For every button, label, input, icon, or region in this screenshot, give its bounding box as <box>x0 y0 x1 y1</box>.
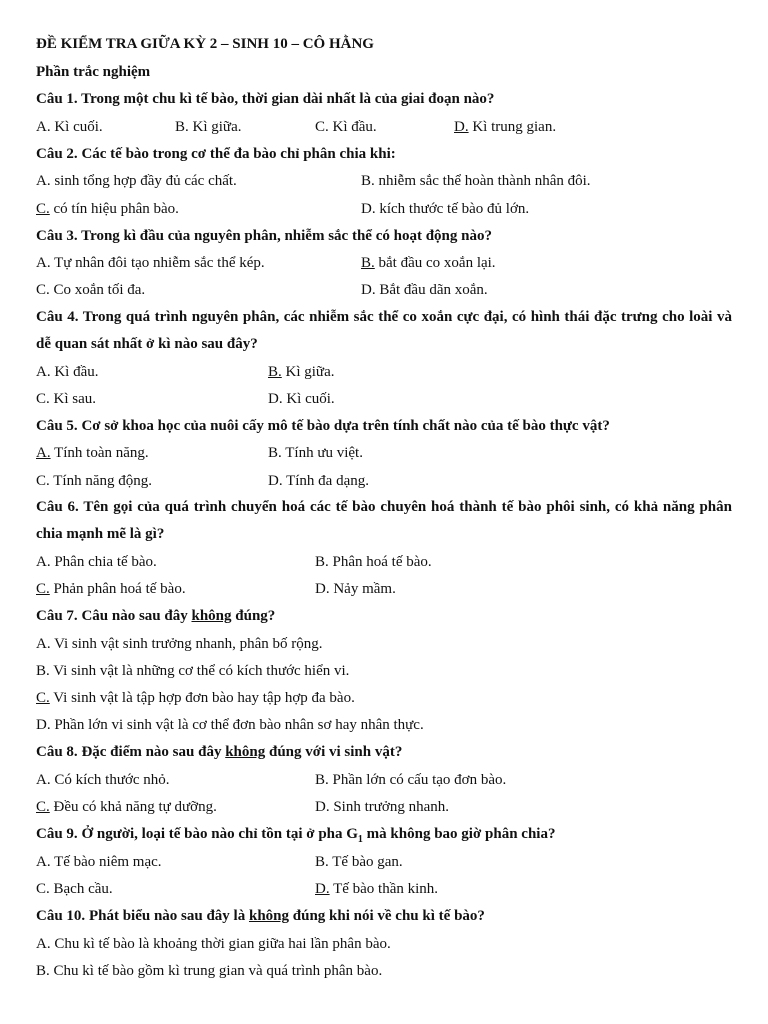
option: B. Phần lớn có cấu tạo đơn bào. <box>315 772 507 788</box>
question-5: Câu 5. Cơ sở khoa học của nuôi cấy mô tế bào dựa trên tính chất nào của tế bào thực vật? <box>36 418 610 434</box>
option: B. Phân hoá tế bào. <box>315 554 432 570</box>
option: A. Phân chia tế bào. <box>36 554 157 570</box>
option-correct: C. có tín hiệu phân bào. <box>36 201 179 217</box>
option: C. Kì sau. <box>36 391 97 407</box>
option: D. Bắt đầu dãn xoắn. <box>361 282 488 298</box>
option: D. Sinh trưởng nhanh. <box>315 799 449 815</box>
option-correct: B. Kì giữa. <box>268 364 335 380</box>
option-correct: C. Đều có khả năng tự dưỡng. <box>36 799 217 815</box>
option-correct: C. Phản phân hoá tế bào. <box>36 581 186 597</box>
option: D. Nảy mầm. <box>315 581 396 597</box>
question-2: Câu 2. Các tế bào trong cơ thể đa bào chỉ phân chia khi: <box>36 146 396 162</box>
option: A. Kì đầu. <box>36 364 99 380</box>
question-10: Câu 10. Phát biểu nào sau đây là không đúng khi nói về chu kì tế bào? <box>36 908 485 924</box>
question-8: Câu 8. Đặc điểm nào sau đây không đúng với vi sinh vật? <box>36 744 403 760</box>
question-7: Câu 7. Câu nào sau đây không đúng? <box>36 608 276 624</box>
section-heading: Phần trắc nghiệm <box>36 64 151 80</box>
option: B. Tính ưu việt. <box>268 445 363 461</box>
option-correct: D. Kì trung gian. <box>454 119 557 135</box>
option: A. Có kích thước nhỏ. <box>36 772 170 788</box>
option: A. Kì cuối. <box>36 119 103 135</box>
question-6: Câu 6. Tên gọi của quá trình chuyển hoá các tế bào chuyên hoá thành tế bào phôi sinh, có khả năng phân chia mạnh mẽ là gì? <box>36 499 732 542</box>
option-correct: B. bắt đầu co xoắn lại. <box>361 255 496 271</box>
option: C. Tính năng động. <box>36 473 152 489</box>
option: B. Tế bào gan. <box>315 854 403 870</box>
option-correct: D. Tế bào thần kinh. <box>315 881 439 897</box>
option: A. sinh tổng hợp đầy đủ các chất. <box>36 173 237 189</box>
option: D. Tính đa dạng. <box>268 473 369 489</box>
question-9: Câu 9. Ở người, loại tế bào nào chỉ tồn tại ở pha $G_1$ mà không bao giờ phân chia? <box>36 826 556 845</box>
option-correct: C. Vi sinh vật là tập hợp đơn bào hay tập hợp đa bào. <box>36 690 355 706</box>
option: C. Co xoắn tối đa. <box>36 282 146 298</box>
option: B. Chu kì tế bào gồm kì trung gian và quá trình phân bào. <box>36 963 383 979</box>
option: A. Vi sinh vật sinh trưởng nhanh, phân bố rộng. <box>36 636 323 652</box>
option: A. Chu kì tế bào là khoảng thời gian giữa hai lần phân bào. <box>36 936 391 952</box>
option: A. Tế bào niêm mạc. <box>36 854 162 870</box>
option: A. Tự nhân đôi tạo nhiễm sắc thể kép. <box>36 255 265 271</box>
question-1: Câu 1. Trong một chu kì tế bào, thời gian dài nhất là của giai đoạn nào? <box>36 91 495 107</box>
option: C. Bạch cầu. <box>36 881 113 897</box>
option: D. Phần lớn vi sinh vật là cơ thể đơn bào nhân sơ hay nhân thực. <box>36 717 424 733</box>
option-correct: A. Tính toàn năng. <box>36 445 149 461</box>
question-3: Câu 3. Trong kì đầu của nguyên phân, nhiễm sắc thể có hoạt động nào? <box>36 228 492 244</box>
option: D. kích thước tế bào đủ lớn. <box>361 201 530 217</box>
page-title: ĐỀ KIỂM TRA GIỮA KỲ 2 – SINH 10 – CÔ HẰNG <box>36 36 374 52</box>
option: B. nhiễm sắc thể hoàn thành nhân đôi. <box>361 173 591 189</box>
question-4: Câu 4. Trong quá trình nguyên phân, các nhiễm sắc thể co xoắn cực đại, có hình thái đặc trưng cho loài và dễ quan sát nhất ở kì nào sau đây? <box>36 309 732 352</box>
option: B. Kì giữa. <box>175 119 242 135</box>
option: D. Kì cuối. <box>268 391 335 407</box>
option: B. Vi sinh vật là những cơ thể có kích thước hiển vi. <box>36 663 350 679</box>
option: C. Kì đầu. <box>315 119 377 135</box>
